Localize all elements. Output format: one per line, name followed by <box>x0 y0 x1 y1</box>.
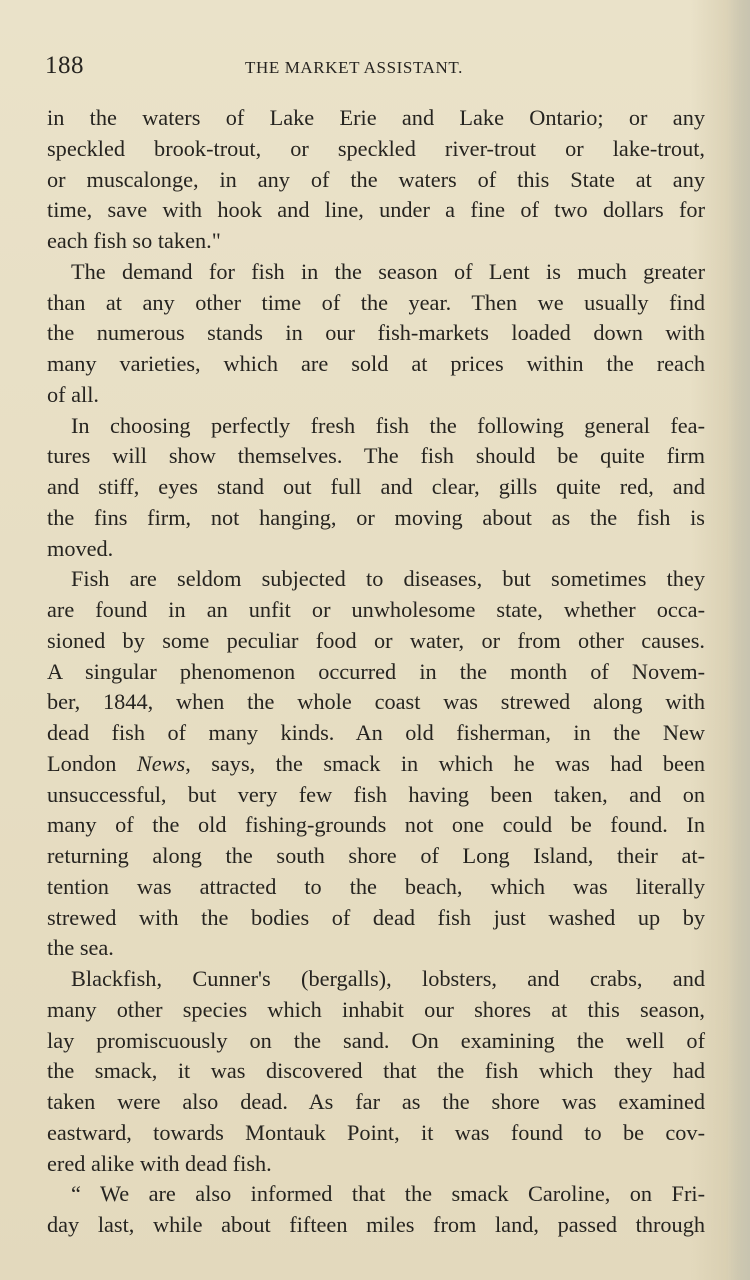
page-edge-shadow <box>728 0 750 1280</box>
text-line: time, save with hook and line, under a fine of two dollars for <box>47 197 705 223</box>
paragraph-6 <box>47 1179 705 1241</box>
text-line: “ We are also informed that the smack Caroline, on Fri- <box>71 1181 705 1207</box>
paragraph-5 <box>47 964 705 1179</box>
text-line: tures will show themselves. The fish should be quite firm <box>47 443 705 469</box>
paragraph-2 <box>47 257 705 411</box>
text-line: the smack, it was discovered that the fish which they had <box>47 1058 705 1084</box>
paragraph-4 <box>47 564 705 964</box>
text-line: returning along the south shore of Long Island, their at- <box>47 843 705 868</box>
running-header <box>45 52 700 86</box>
text-line: many varieties, which are sold at prices within the reach <box>47 351 705 376</box>
text-line: many other species which inhabit our shores at this season, <box>47 996 705 1022</box>
running-title: THE MARKET ASSISTANT. <box>245 58 463 77</box>
text-line: than at any other time of the year. Then we usually find <box>47 289 705 315</box>
text-line: tention was attracted to the beach, which was literally <box>47 873 705 899</box>
text-line: and stiff, eyes stand out full and clear, gills quite red, and <box>47 474 705 499</box>
text-line: Blackfish, Cunner's (bergalls), lobsters, and crabs, and <box>71 966 705 991</box>
text-line: In choosing perfectly fresh fish the following general fea- <box>71 412 705 438</box>
body-text <box>47 103 705 1241</box>
text-line: ber, 1844, when the whole coast was strewed along with <box>47 689 705 715</box>
text-line: eastward, towards Montauk Point, it was found to be cov- <box>47 1119 705 1145</box>
text-line: of all. <box>47 381 100 407</box>
newspaper-title: News <box>136 750 186 776</box>
text-line: day last, while about fifteen miles from land, passed through <box>47 1212 705 1237</box>
text-line: or muscalonge, in any of the waters of this State at any <box>47 166 705 192</box>
text-fragment: , says, the smack in which he was had been <box>185 750 705 776</box>
text-line: moved. <box>47 535 114 561</box>
text-line: lay promiscuously on the sand. On examining the well of <box>47 1027 705 1053</box>
text-line: Fish are seldom subjected to diseases, but sometimes they <box>71 566 705 592</box>
text-fragment: London <box>47 750 117 776</box>
text-line: The demand for fish in the season of Lent is much greater <box>71 258 705 284</box>
text-line: unsuccessful, but very few fish having been taken, and on <box>47 781 705 807</box>
text-line: taken were also dead. As far as the shore was examined <box>47 1089 705 1114</box>
paragraph-3 <box>47 411 705 565</box>
text-line: many of the old fishing-grounds not one could be found. In <box>47 812 705 838</box>
text-line: the numerous stands in our fish-markets loaded down with <box>47 320 705 346</box>
text-line: dead fish of many kinds. An old fisherman, in the New <box>47 720 705 745</box>
page-number: 188 <box>45 52 84 79</box>
text-line: sioned by some peculiar food or water, or from other causes. <box>47 627 705 653</box>
text-line: are found in an unfit or unwholesome state, whether occa- <box>47 597 705 622</box>
text-line: ered alike with dead fish. <box>47 1150 272 1176</box>
text-line: the fins firm, not hanging, or moving about as the fish is <box>47 504 705 530</box>
paragraph-1 <box>47 103 705 257</box>
text-line: A singular phenomenon occurred in the month of Novem- <box>47 658 705 684</box>
text-line: in the waters of Lake Erie and Lake Ontario; or any <box>47 105 705 130</box>
text-line: the sea. <box>47 935 114 961</box>
text-line: speckled brook-trout, or speckled river-trout or lake-trout, <box>47 135 705 161</box>
text-line-with-italic <box>47 749 705 780</box>
text-line: each fish so taken." <box>47 228 221 253</box>
text-line: strewed with the bodies of dead fish just washed up by <box>47 904 705 930</box>
